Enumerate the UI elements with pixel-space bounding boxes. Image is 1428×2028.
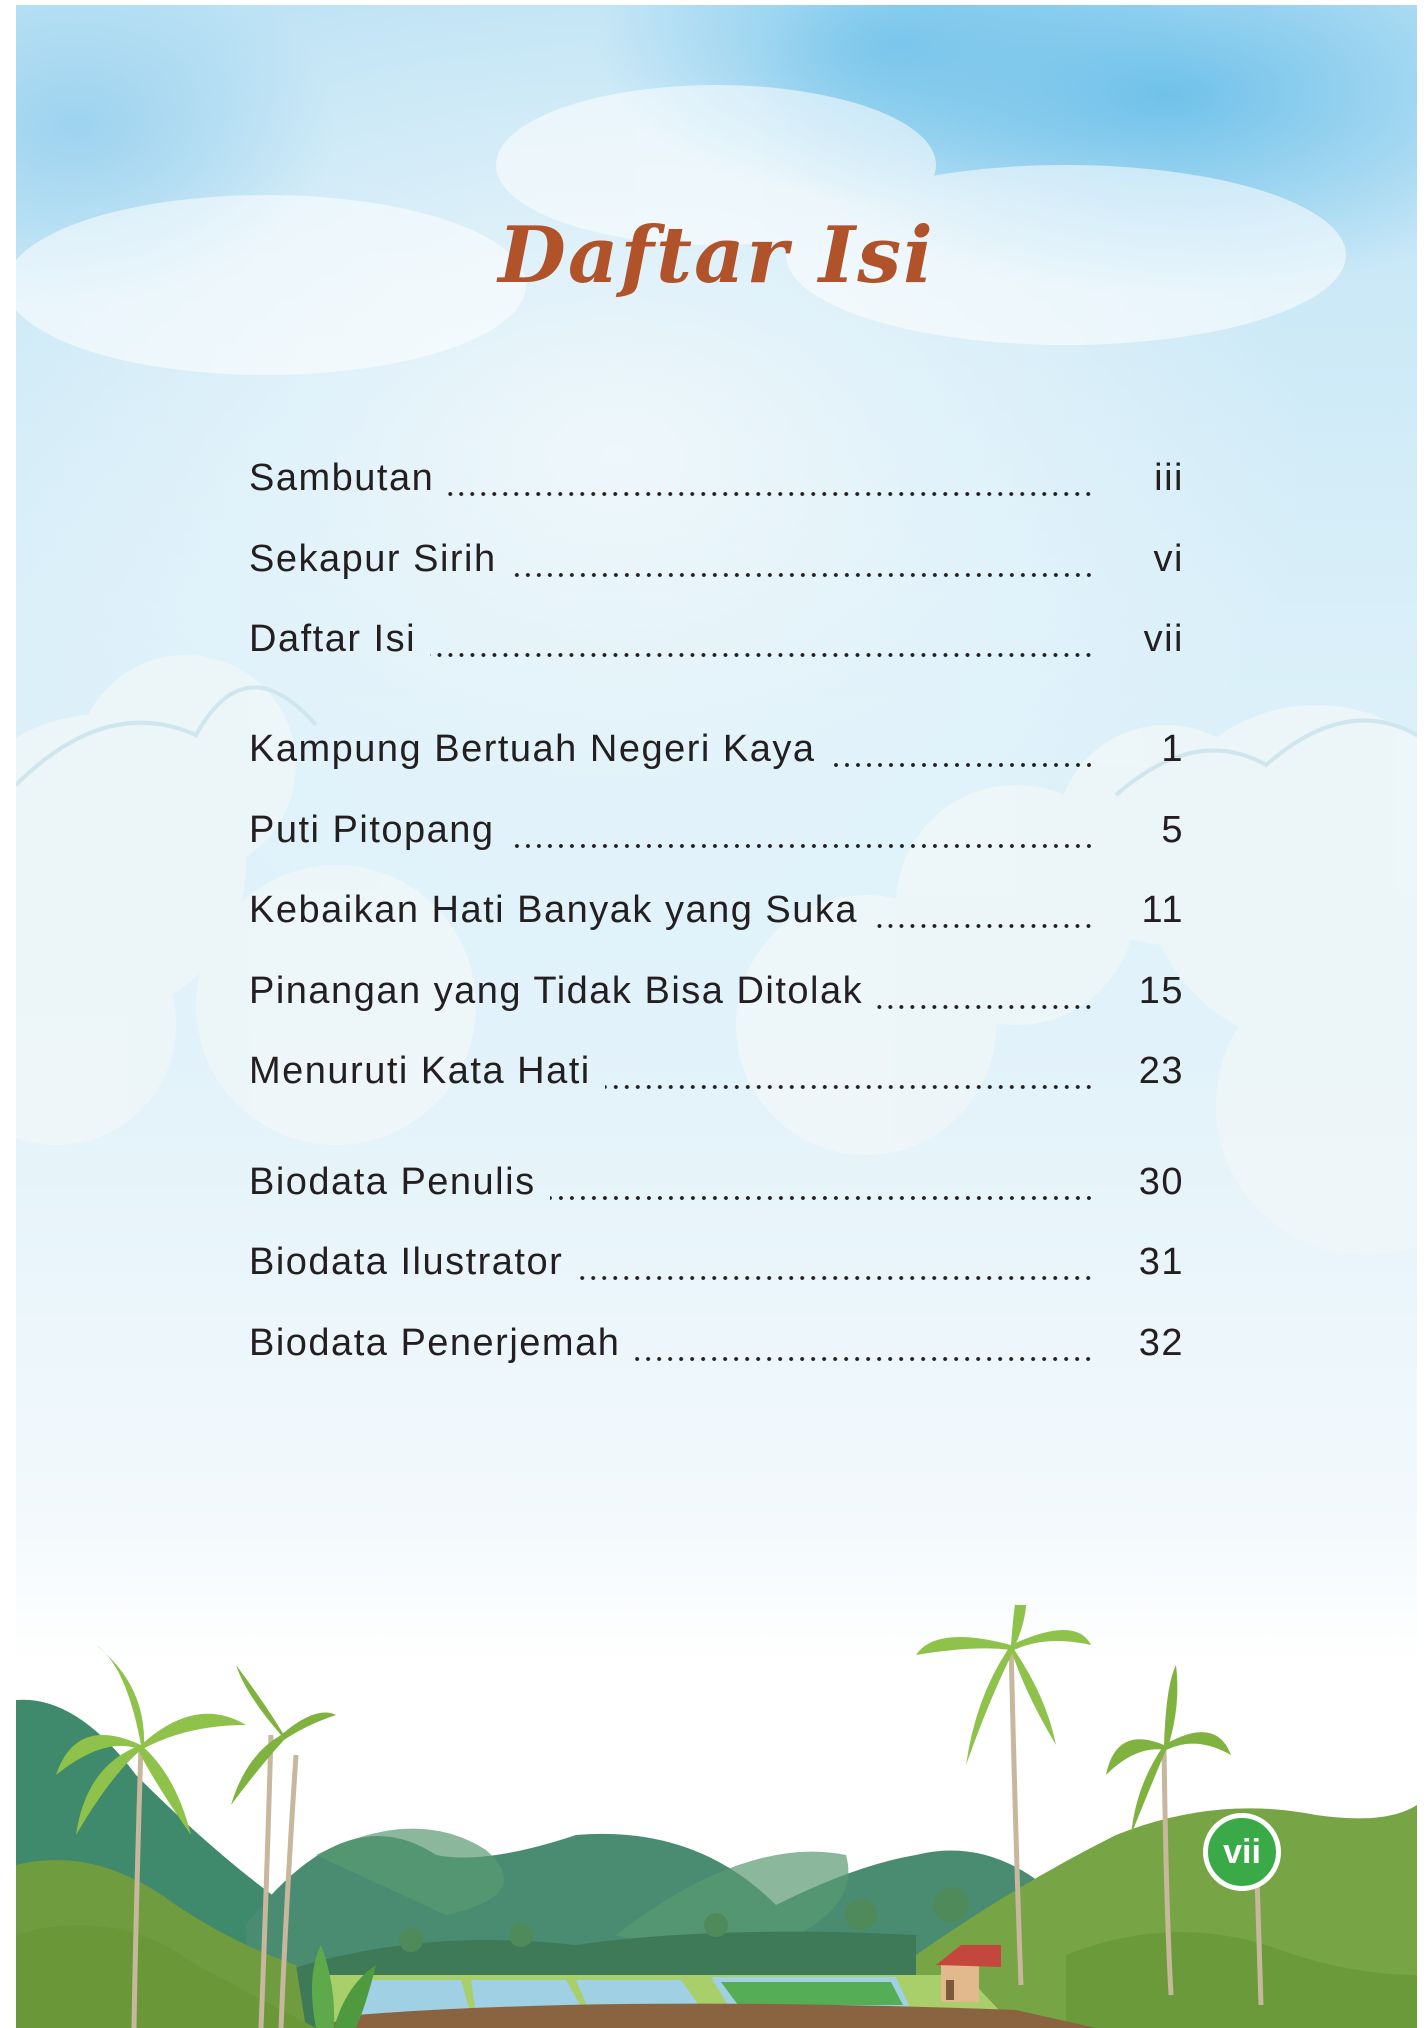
dot-leader (448, 491, 1094, 497)
toc-entry-chapter-1[interactable] (249, 728, 1184, 778)
landscape-illustration (16, 1605, 1417, 2028)
dot-leader (872, 923, 1094, 929)
toc-entry-label: Daftar Isi (249, 618, 417, 660)
toc-entry-biodata-penerjemah[interactable] (249, 1322, 1184, 1372)
toc-entry-label: Pinangan yang Tidak Bisa Ditolak (249, 970, 864, 1012)
toc-entry-label: Biodata Ilustrator (249, 1241, 564, 1283)
toc-entry-sekapur-sirih[interactable] (249, 538, 1184, 588)
toc-entry-page: vii (1143, 618, 1184, 660)
dot-leader (605, 1084, 1094, 1090)
toc-entry-page: 15 (1138, 970, 1184, 1012)
toc-entry-page: 11 (1141, 889, 1184, 931)
dot-leader (509, 843, 1094, 849)
toc-entry-page: 32 (1138, 1322, 1184, 1364)
toc-entry-label: Sekapur Sirih (249, 538, 497, 580)
dot-leader (877, 1004, 1094, 1010)
dot-leader (550, 1195, 1094, 1201)
toc-entry-chapter-4[interactable] (249, 970, 1184, 1020)
toc-entry-label: Biodata Penulis (249, 1161, 536, 1203)
toc-entry-page: 5 (1161, 809, 1184, 851)
toc-entry-biodata-penulis[interactable] (249, 1161, 1184, 1211)
toc-entry-page: 23 (1138, 1050, 1184, 1092)
toc-entry-page: vi (1153, 538, 1184, 580)
toc-entry-chapter-3[interactable] (249, 889, 1184, 939)
toc-entry-label: Kampung Bertuah Negeri Kaya (249, 728, 816, 770)
page-background (16, 5, 1417, 2028)
dot-leader (430, 652, 1094, 658)
toc-entry-page: 30 (1138, 1161, 1184, 1203)
toc-entry-page: iii (1154, 457, 1184, 499)
toc-entry-biodata-ilustrator[interactable] (249, 1241, 1184, 1291)
dot-leader (830, 762, 1095, 768)
toc-entry-label: Puti Pitopang (249, 809, 495, 851)
toc-entry-label: Kebaikan Hati Banyak yang Suka (249, 889, 859, 931)
dot-leader (511, 572, 1094, 578)
toc-entry-daftar-isi[interactable] (249, 618, 1184, 668)
page-title: Daftar Isi (498, 210, 935, 301)
toc-entry-label: Menuruti Kata Hati (249, 1050, 591, 1092)
toc-entry-chapter-5[interactable] (249, 1050, 1184, 1100)
toc-entry-page: 1 (1161, 728, 1184, 770)
toc-entry-label: Biodata Penerjemah (249, 1322, 621, 1364)
dot-leader (577, 1275, 1094, 1281)
toc-entry-chapter-2[interactable] (249, 809, 1184, 859)
toc-entry-label: Sambutan (249, 457, 435, 499)
dot-leader (634, 1356, 1094, 1362)
toc-entry-page: 31 (1138, 1241, 1184, 1283)
toc-entry-sambutan[interactable] (249, 457, 1184, 507)
page-number-badge: vii (1203, 1813, 1281, 1891)
